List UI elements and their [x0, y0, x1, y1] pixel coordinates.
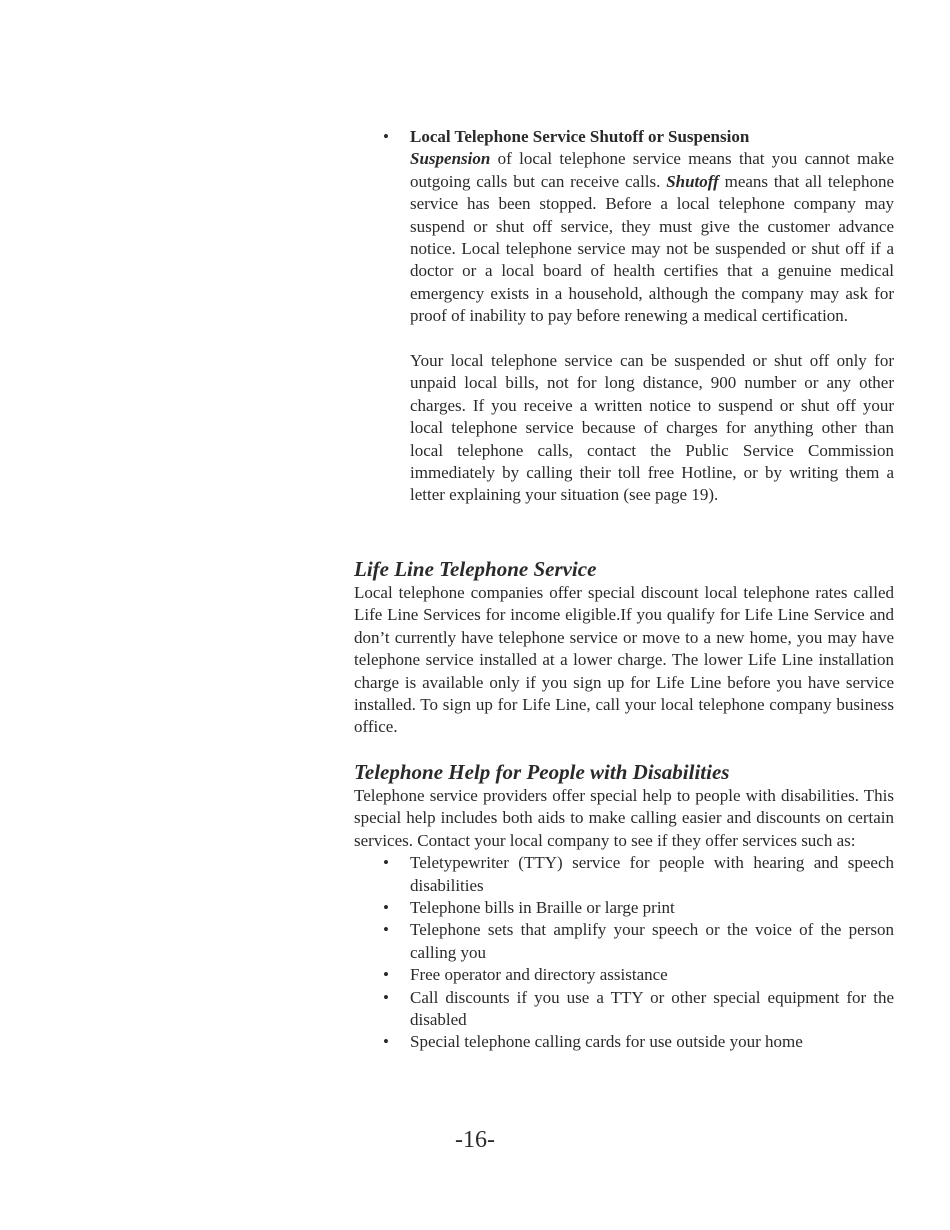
- bullet-icon: •: [383, 1032, 389, 1052]
- disabilities-heading: Telephone Help for People with Disabilities: [354, 760, 730, 784]
- lifeline-section: [354, 556, 894, 739]
- list-item-text: Teletypewriter (TTY) service for people with hearing and speech disabilities: [410, 853, 894, 895]
- suspension-term: Suspension: [410, 149, 491, 169]
- list-item-text: Free operator and directory assistance: [410, 965, 668, 985]
- bullet-icon: •: [383, 987, 389, 1007]
- list-item-text: Call discounts if you use a TTY or other special equipment for the disabled: [410, 987, 894, 1030]
- bullet-icon: •: [383, 898, 389, 918]
- shutoff-paragraph-1: [410, 148, 894, 327]
- shutoff-section: [383, 126, 894, 507]
- shutoff-heading: Local Telephone Service Shutoff or Suspension: [410, 127, 750, 146]
- bullet-icon: •: [383, 127, 389, 146]
- list-item-text: Telephone sets that amplify your speech or the voice of the person calling you: [410, 920, 894, 962]
- page-number: -16-: [455, 1127, 495, 1153]
- lifeline-paragraph: Local telephone companies offer special discount local telephone rates called Life Line Services for income eligible.If you qualify for Life Line Service and don’t currently have telephone service or move to a new home, you may have telephone service installed at a lower charge. The lower Life Line installation charge is available only if you sign up for Life Line before you have service installed. To sign up for Life Line, call your local telephone company business office.: [354, 583, 894, 737]
- list-item: [383, 897, 894, 919]
- list-item-text: Telephone bills in Braille or large print: [410, 898, 675, 918]
- bullet-icon: •: [383, 853, 389, 873]
- disabilities-list: [354, 852, 894, 1054]
- list-item: [383, 919, 894, 964]
- suspension-text: of local telephone service means that you cannot make outgoing calls but can receive calls.: [410, 149, 894, 191]
- shutoff-term: Shutoff: [666, 171, 719, 191]
- bullet-icon: •: [383, 965, 389, 985]
- list-item: [383, 987, 894, 1032]
- list-item: [383, 964, 894, 986]
- list-item: [383, 852, 894, 897]
- shutoff-text: means that all telephone service has been stopped. Before a local telephone company may suspend or shut off service, they must give the customer advance notice. Local telephone service may not be suspended or shut off if a doctor or a local board of health certifies that a genuine medical emergency exists in a household, although the company may ask for proof of inability to pay before renewing a medical certification.: [410, 171, 894, 326]
- lifeline-heading: Life Line Telephone Service: [354, 557, 597, 581]
- list-item: [383, 1031, 894, 1053]
- bullet-icon: •: [383, 920, 389, 940]
- disabilities-paragraph: Telephone service providers offer special help to people with disabilities. This special help includes both aids to make calling easier and discounts on certain services. Contact your local company to see if they offer services such as:: [354, 786, 894, 850]
- list-item-text: Special telephone calling cards for use outside your home: [410, 1032, 803, 1052]
- shutoff-paragraph-2: Your local telephone service can be suspended or shut off only for unpaid local bills, not for long distance, 900 number or any other charges. If you receive a written notice to suspend or shut off your local telephone service because of charges for anything other than local telephone calls, contact the Public Service Commission immediately by calling their toll free Hotline, or by writing them a letter explaining your situation (see page 19).: [410, 351, 894, 505]
- disabilities-section: [354, 759, 894, 1054]
